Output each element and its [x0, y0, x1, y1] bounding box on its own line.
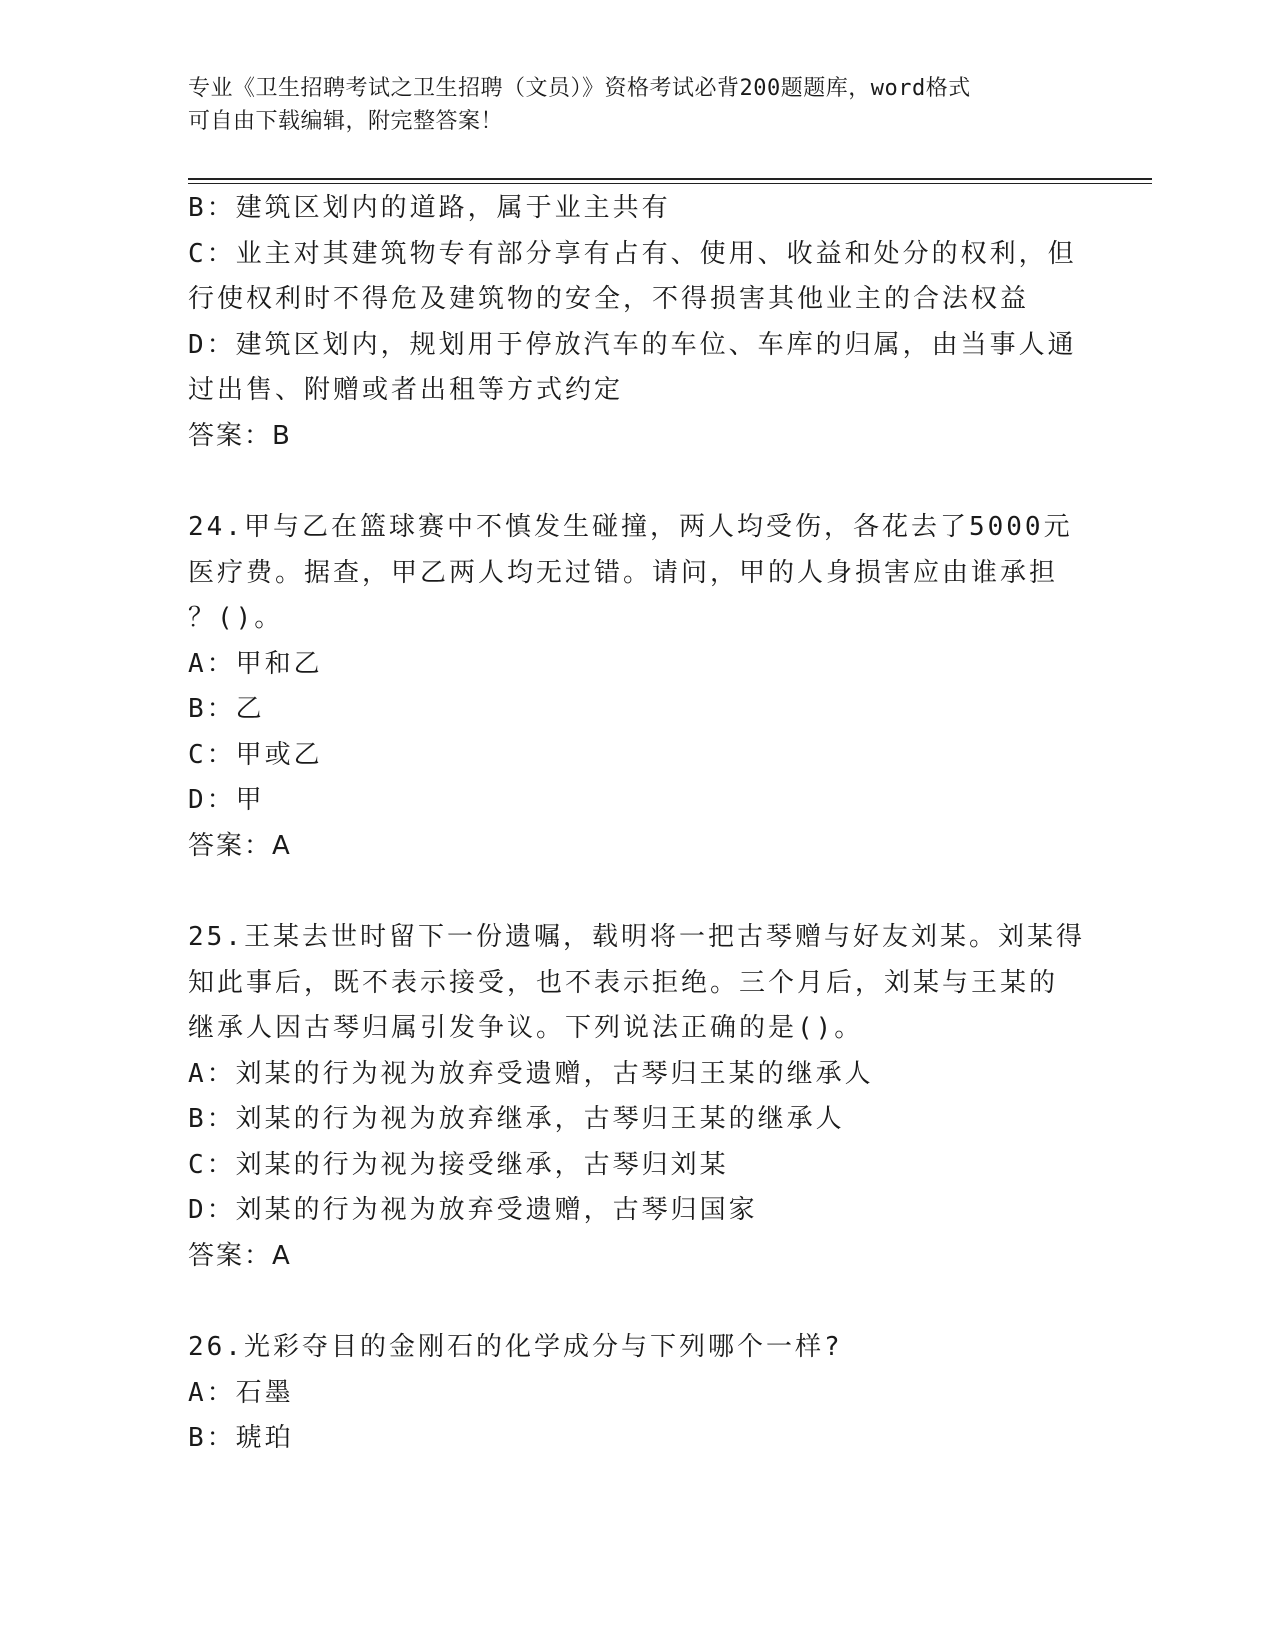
q25-option-c: C：刘某的行为视为接受继承，古琴归刘某	[188, 1149, 729, 1180]
q24-option-d: D：甲	[188, 785, 265, 815]
page-header	[188, 72, 1068, 138]
q23-option-c-line-1: C：业主对其建筑物专有部分享有占有、使用、收益和处分的权利，但	[188, 238, 1077, 269]
q24-stem-line-2: 医疗费。据查，甲乙两人均无过错。请问，甲的人身损害应由谁承担	[188, 557, 1059, 588]
q26-option-b: B：琥珀	[188, 1423, 294, 1453]
q26-stem-line-1: 26.光彩夺目的金刚石的化学成分与下列哪个一样?	[188, 1332, 843, 1362]
question-list	[188, 186, 1088, 1462]
spacer	[188, 1279, 1088, 1325]
question-25	[188, 915, 1088, 1279]
header-title-line-2: 可自由下载编辑，附完整答案！	[188, 109, 504, 134]
q24-stem-line-1: 24.甲与乙在篮球赛中不慎发生碰撞，两人均受伤，各花去了5000元	[188, 512, 1073, 542]
q24-option-c: C：甲或乙	[188, 739, 323, 770]
q23-option-c-line-2: 行使权利时不得危及建筑物的安全，不得损害其他业主的合法权益	[188, 284, 1030, 314]
q25-option-b: B：刘某的行为视为放弃继承，古琴归王某的继承人	[188, 1104, 845, 1134]
q24-option-b: B：乙	[188, 694, 265, 724]
q23-option-d-line-1: D：建筑区划内，规划用于停放汽车的车位、车库的归属，由当事人通	[188, 329, 1077, 360]
q25-stem-line-2: 知此事后，既不表示接受，也不表示拒绝。三个月后，刘某与王某的	[188, 967, 1059, 998]
question-23-tail	[188, 186, 1088, 459]
header-title-line-1: 专业《卫生招聘考试之卫生招聘（文员）》资格考试必背200题题库，word格式	[188, 76, 971, 101]
q26-option-a: A：石墨	[188, 1377, 294, 1408]
q24-answer: 答案：A	[188, 830, 292, 861]
q25-option-d: D：刘某的行为视为放弃受遗赠，古琴归国家	[188, 1195, 758, 1225]
question-24	[188, 505, 1088, 869]
question-26	[188, 1325, 1088, 1462]
q23-option-d-line-2: 过出售、附赠或者出租等方式约定	[188, 375, 624, 405]
q25-stem-line-1: 25.王某去世时留下一份遗嘱，载明将一把古琴赠与好友刘某。刘某得	[188, 922, 1085, 952]
spacer	[188, 459, 1088, 505]
q25-stem-line-3: 继承人因古琴归属引发争议。下列说法正确的是()。	[188, 1013, 864, 1043]
q25-answer: 答案：A	[188, 1240, 292, 1271]
q23-answer: 答案：B	[188, 420, 292, 451]
spacer	[188, 869, 1088, 915]
header-divider-thin	[188, 183, 1152, 184]
q24-stem-line-3: ？()。	[188, 603, 284, 633]
header-divider-thick	[188, 178, 1152, 180]
q24-option-a: A：甲和乙	[188, 648, 323, 679]
q25-option-a: A：刘某的行为视为放弃受遗赠，古琴归王某的继承人	[188, 1058, 874, 1089]
q23-option-b: B：建筑区划内的道路，属于业主共有	[188, 193, 671, 223]
